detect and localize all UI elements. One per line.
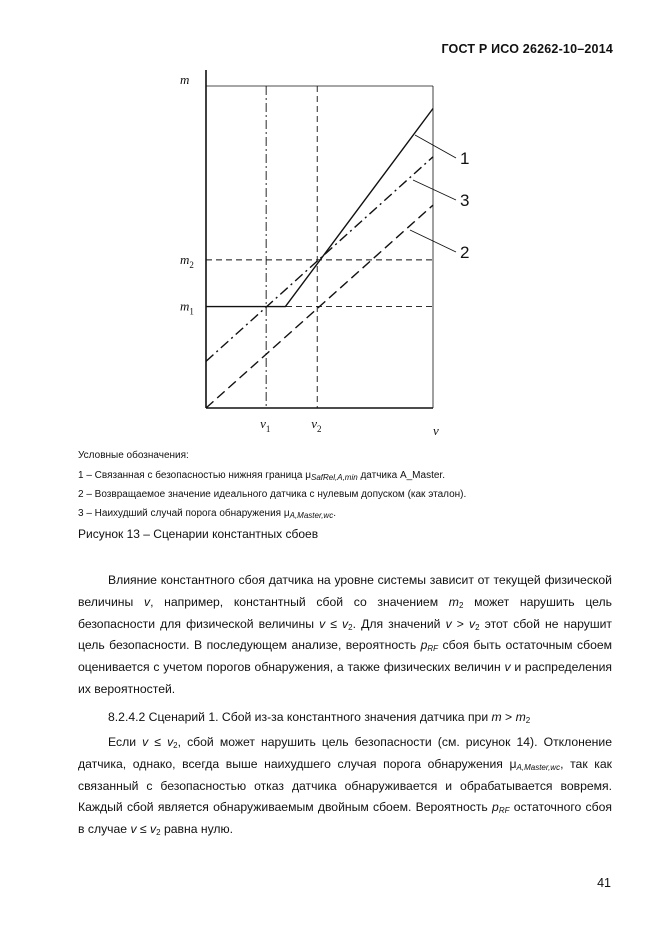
legend-item-3: 3 – Наихудший случай порога обнаружения $\mu_{A,Master,wc}$.: [78, 508, 336, 520]
series-1-line: [206, 109, 433, 307]
series-1-label: 1: [460, 149, 470, 168]
page-number: 41: [597, 876, 611, 890]
paragraph-2: Если $v \le v_2$, сбой может нарушить цель безопасности (см. рисунок 14). Отклонение датчика, однако, всегда выше наихудшего случая порога обнаружения $\mu_{A,Master,wc}$, так как связанный с безопасностью отказ датчика обнаруживается и обрабатывается вовремя. Каждый сбой является обнаруживаемым двойным сбоем. Вероятность $p_{RF}$ остаточного сбоя в случае $v \le v_2$ равна нулю.: [78, 735, 613, 838]
figure-13-chart: [150, 58, 470, 443]
v2-tick-label: $v_2$: [311, 416, 322, 434]
legend-item-1: 1 – Связанная с безопасностью нижняя граница $\mu_{SafRel,A,min}$ датчика A_Master.: [78, 470, 445, 482]
series-3-label: 3: [460, 191, 470, 210]
section-heading-8-2-4-2: 8.2.4.2 Сценарий 1. Сбой из-за константного значения датчика при $m > m_2$: [108, 710, 531, 725]
y-axis-label: m: [180, 72, 190, 87]
series-3-line: [206, 157, 433, 361]
series-1-leader: [415, 135, 456, 158]
m1-tick-label: $m_1$: [180, 298, 194, 317]
figure-caption: Рисунок 13 – Сценарии константных сбоев: [78, 527, 319, 541]
series-3-leader: [413, 180, 456, 200]
v1-tick-label: $v_1$: [260, 416, 271, 434]
series-2-label: 2: [460, 243, 470, 262]
paragraph-1: Влияние константного сбоя датчика на уровне системы зависит от текущей физической величины v, например, константный сбой со значением $m_2$ может нарушить цель безопасности для физической величины $v \le v_2$. Для значений $v > v_2$ этот сбой не нарушит цель безопасности. В последующем анализе, вероятность $p_{RF}$ сбоя быть остаточным сбоем оценивается с учетом порогов обнаружения, а также физических величин v и распределения их вероятностей.: [78, 573, 613, 696]
legend-item-2: 2 – Возвращаемое значение идеального датчика с нулевым допуском (как эталон).: [78, 489, 467, 500]
x-axis-label: v: [433, 423, 439, 438]
legend-title: Условные обозначения:: [78, 450, 189, 461]
m2-tick-label: $m_2$: [180, 251, 194, 270]
document-header: ГОСТ Р ИСО 26262-10–2014: [441, 42, 613, 56]
